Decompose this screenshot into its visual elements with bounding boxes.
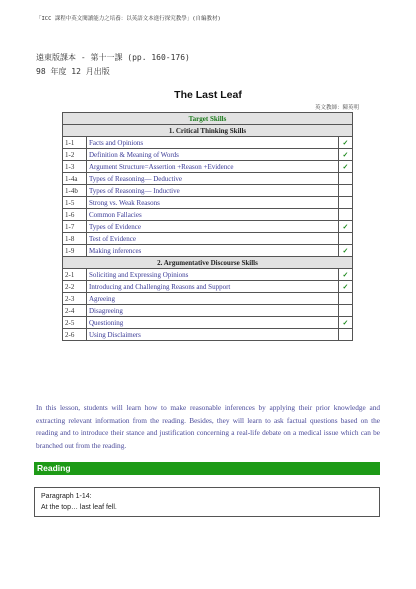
lesson-intro-paragraph: In this lesson, students will learn how to make reasonable inferences by applying their prior knowledge and extracting relevant information from the reading. Besides, they will learn to ask factual questions based on the reading and to introduce their stance and justification concerning a real-life debate on a medical issue which can be branched out from the reading. xyxy=(36,403,380,450)
skill-name: Common Fallacies xyxy=(87,209,339,221)
table-row xyxy=(63,317,353,329)
skill-number: 1-1 xyxy=(63,137,87,149)
skill-number: 1-9 xyxy=(63,245,87,257)
reading-heading: Reading xyxy=(34,462,380,475)
check-mark-icon: ✓ xyxy=(338,281,352,293)
table-row xyxy=(63,209,353,221)
skill-number: 1-6 xyxy=(63,209,87,221)
skill-name: Questioning xyxy=(87,317,339,329)
table-row xyxy=(63,137,353,149)
lesson-reference: 遠東版課本 - 第十一課 (pp. 160-176) xyxy=(36,53,190,62)
skill-number: 2-2 xyxy=(63,281,87,293)
check-mark-icon xyxy=(338,185,352,197)
paragraph-range: Paragraph 1-14: xyxy=(41,493,92,500)
table-row xyxy=(63,197,353,209)
skill-name: Test of Evidence xyxy=(87,233,339,245)
skill-name: Facts and Opinions xyxy=(87,137,339,149)
check-mark-icon: ✓ xyxy=(338,149,352,161)
check-mark-icon xyxy=(338,305,352,317)
check-mark-icon xyxy=(338,173,352,185)
check-mark-icon xyxy=(338,293,352,305)
skill-name: Introducing and Challenging Reasons and Support xyxy=(87,281,339,293)
skill-number: 1-7 xyxy=(63,221,87,233)
skill-name: Types of Reasoning— Deductive xyxy=(87,173,339,185)
skill-number: 1-4a xyxy=(63,173,87,185)
skill-name: Definition & Meaning of Words xyxy=(87,149,339,161)
skill-number: 1-4b xyxy=(63,185,87,197)
check-mark-icon xyxy=(338,233,352,245)
skill-number: 1-5 xyxy=(63,197,87,209)
reading-paragraph-box xyxy=(34,487,380,517)
skill-name: Strong vs. Weak Reasons xyxy=(87,197,339,209)
check-mark-icon: ✓ xyxy=(338,221,352,233)
skill-number: 1-2 xyxy=(63,149,87,161)
page-title: The Last Leaf xyxy=(174,89,242,101)
skill-name: Types of Evidence xyxy=(87,221,339,233)
table-row xyxy=(63,233,353,245)
check-mark-icon xyxy=(338,197,352,209)
table-row xyxy=(63,149,353,161)
table-row xyxy=(63,305,353,317)
table-row xyxy=(63,281,353,293)
check-mark-icon xyxy=(338,329,352,341)
check-mark-icon: ✓ xyxy=(338,245,352,257)
table-row xyxy=(63,221,353,233)
skill-number: 2-1 xyxy=(63,269,87,281)
skill-name: Disagreeing xyxy=(87,305,339,317)
section-heading: 1. Critical Thinking Skills xyxy=(63,125,353,137)
skill-name: Using Disclaimers xyxy=(87,329,339,341)
section-heading: 2. Argumentative Discourse Skills xyxy=(63,257,353,269)
check-mark-icon: ✓ xyxy=(338,317,352,329)
table-row xyxy=(63,293,353,305)
skill-number: 2-5 xyxy=(63,317,87,329)
table-header: Target Skills xyxy=(63,113,353,125)
table-row xyxy=(63,161,353,173)
skill-name: Soliciting and Expressing Opinions xyxy=(87,269,339,281)
target-skills-table xyxy=(62,112,353,341)
publication-date: 98 年度 12 月出版 xyxy=(36,67,110,76)
skill-name: Argument Structure=Assertion +Reason +Evidence xyxy=(87,161,339,173)
table-row xyxy=(63,185,353,197)
author-credit: 英文教師：陳英明 xyxy=(314,105,359,111)
skill-number: 2-6 xyxy=(63,329,87,341)
table-row xyxy=(63,245,353,257)
check-mark-icon xyxy=(338,209,352,221)
check-mark-icon: ✓ xyxy=(338,161,352,173)
skill-number: 2-3 xyxy=(63,293,87,305)
skill-number: 1-3 xyxy=(63,161,87,173)
paragraph-excerpt: At the top… last leaf fell. xyxy=(41,504,117,511)
table-row xyxy=(63,329,353,341)
skill-number: 2-4 xyxy=(63,305,87,317)
skill-number: 1-8 xyxy=(63,233,87,245)
table-row xyxy=(63,269,353,281)
skill-name: Making inferences xyxy=(87,245,339,257)
document-header-line: 「ICC 課程中英文閱讀能力之培養：以英語文本進行探究教學」(自編教材) xyxy=(36,16,221,22)
check-mark-icon: ✓ xyxy=(338,269,352,281)
skill-name: Types of Reasoning— Inductive xyxy=(87,185,339,197)
skill-name: Agreeing xyxy=(87,293,339,305)
check-mark-icon: ✓ xyxy=(338,137,352,149)
table-row xyxy=(63,173,353,185)
